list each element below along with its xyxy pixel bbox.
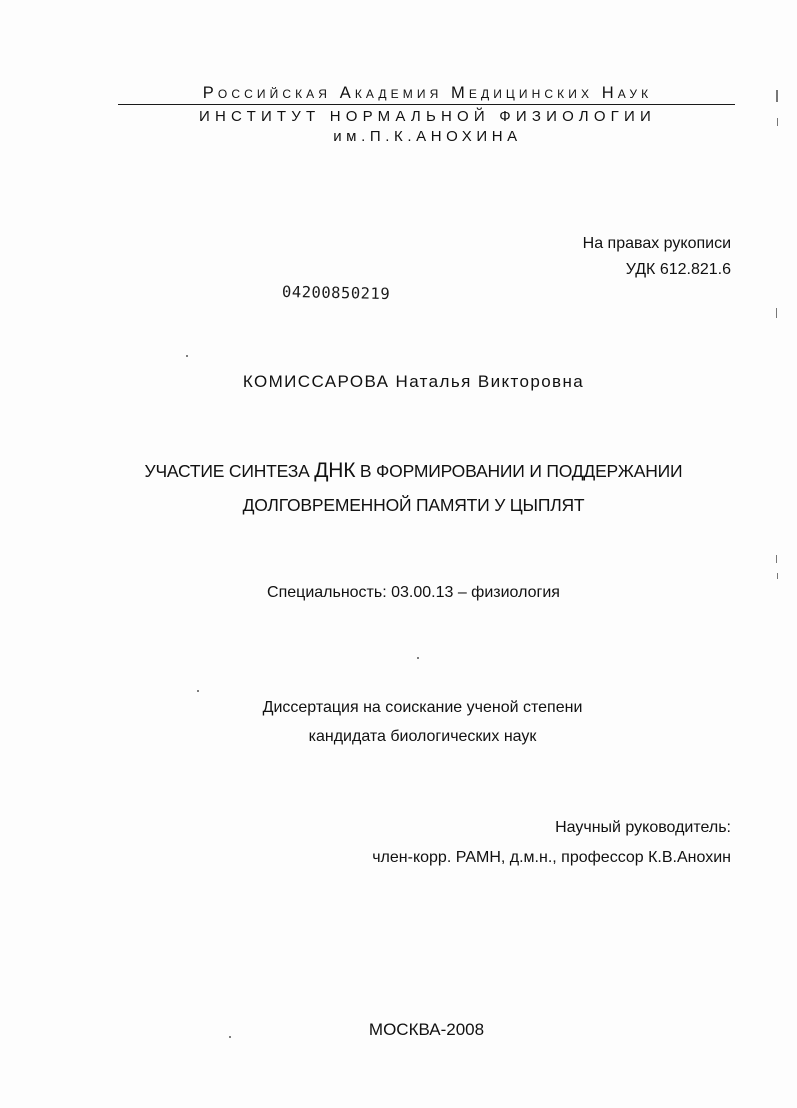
manuscript-rights: На правах рукописи <box>582 235 731 252</box>
thesis-title-part: УЧАСТИЕ СИНТЕЗА <box>144 461 315 481</box>
thesis-title-part: В ФОРМИРОВАНИИ И ПОДДЕРЖАНИИ <box>355 461 683 481</box>
udk-code: УДК 612.821.6 <box>625 261 731 278</box>
header-rule <box>118 104 735 105</box>
dissertation-degree-line-1: Диссертация на соискание ученой степени <box>262 699 583 716</box>
scan-edge-mark <box>776 555 777 563</box>
manuscript-rights-block <box>583 231 731 283</box>
author-name: КОМИССАРОВА Наталья Викторовна <box>242 372 585 391</box>
scan-speck <box>186 355 188 357</box>
scan-edge-mark <box>776 90 778 102</box>
supervisor-name: член-корр. РАМН, д.м.н., профессор К.В.Анохин <box>372 849 731 866</box>
scan-edge-mark <box>776 308 777 318</box>
scan-speck <box>229 1036 231 1038</box>
thesis-title-dna: ДНК <box>314 459 356 482</box>
thesis-title-line-1 <box>0 459 797 483</box>
institute-name: ИНСТИТУТ НОРМАЛЬНОЙ ФИЗИОЛОГИИ <box>199 108 656 125</box>
institute-named-after: им.П.К.АНОХИНА <box>333 128 522 145</box>
academy-name: Российская Академия Медицинских Наук <box>202 84 653 102</box>
supervisor-block <box>372 813 731 873</box>
registration-stamp-number: 04200850219 <box>281 282 391 304</box>
scan-speck <box>197 690 199 692</box>
dissertation-degree-line-2: кандидата биологических наук <box>308 728 537 745</box>
speciality: Специальность: 03.00.13 – физиология <box>267 584 560 601</box>
thesis-title-line-2: ДОЛГОВРЕМЕННОЙ ПАМЯТИ У ЦЫПЛЯТ <box>242 495 585 515</box>
scan-edge-mark <box>777 118 778 126</box>
city-year: МОСКВА-2008 <box>368 1020 485 1039</box>
scan-edge-mark <box>777 573 778 579</box>
scan-speck <box>417 657 419 659</box>
supervisor-label: Научный руководитель: <box>555 819 731 836</box>
